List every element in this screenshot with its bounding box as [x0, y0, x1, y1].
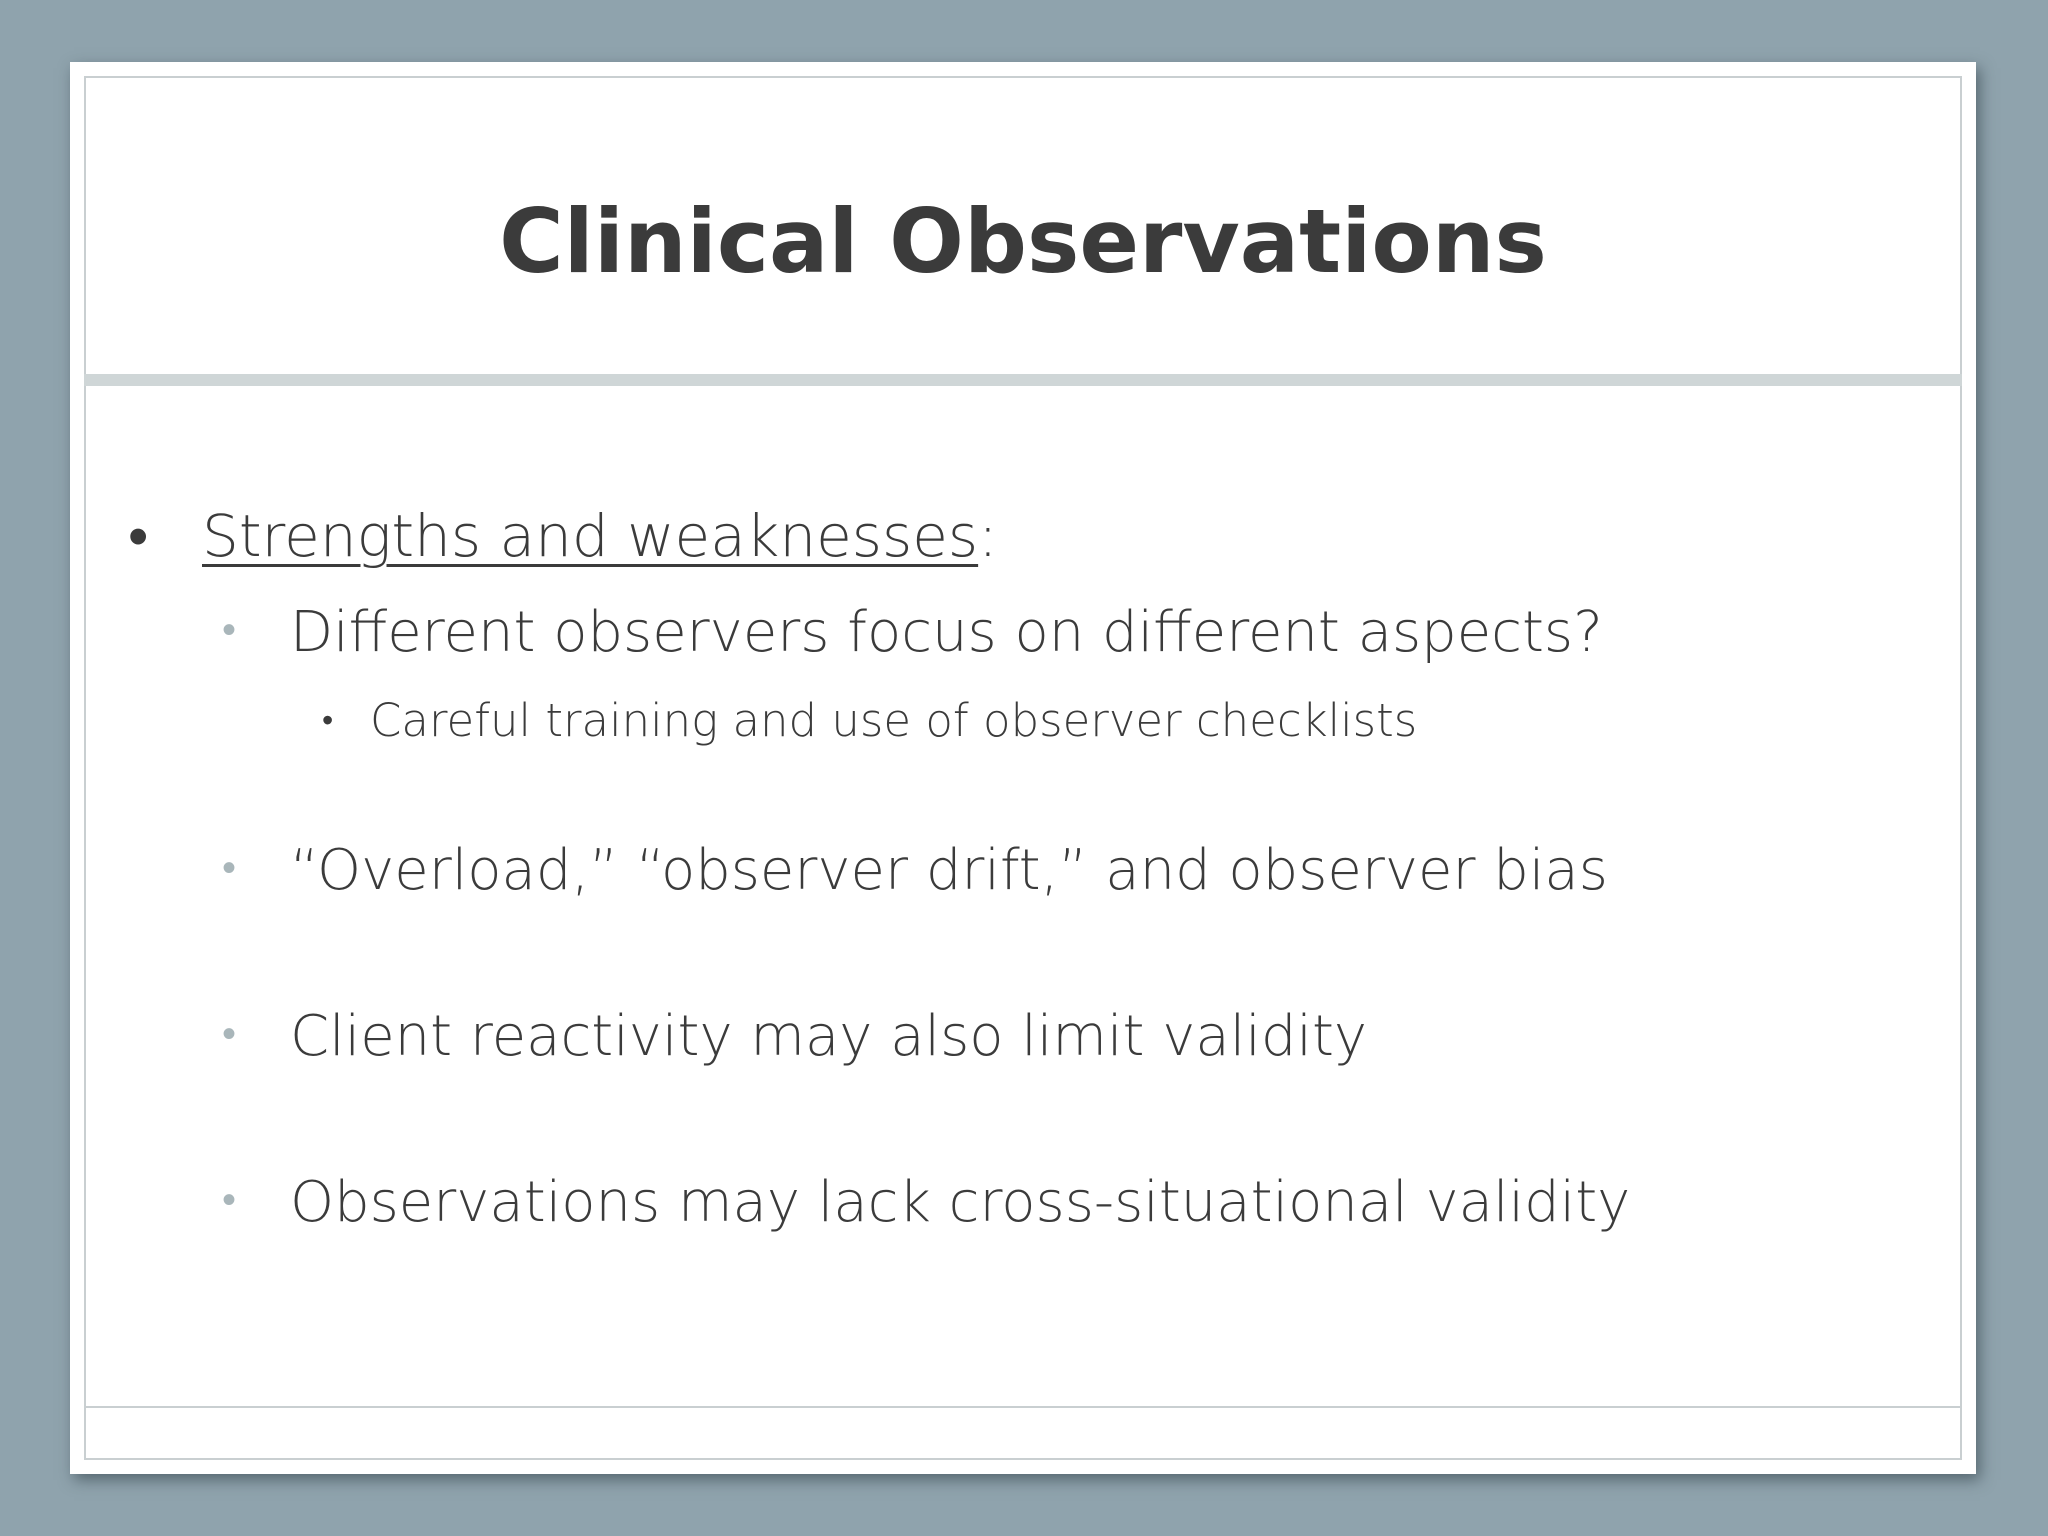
slide [70, 62, 1976, 1474]
bullet-marker: • [128, 502, 149, 570]
bullet-text: “Overload,” “observer drift,” and observer bias [290, 838, 1608, 903]
bullet-text: Observations may lack cross-situational validity [290, 1170, 1631, 1235]
slide-title: Clinical Observations [499, 190, 1547, 293]
bullet-level2-item [222, 838, 1608, 903]
bullet-level2-item [222, 600, 1603, 665]
bullet-list [70, 62, 1976, 1474]
bullet-text: Different observers focus on different aspects? [290, 600, 1603, 665]
bullet-marker: • [222, 844, 237, 891]
bullet-label: Strengths and weaknesses [202, 502, 979, 570]
bullet-text: Careful training and use of observer checklists [370, 694, 1418, 747]
bullet-level3-item [322, 694, 1417, 747]
bullet-marker: • [222, 606, 237, 653]
bullet-marker: • [222, 1010, 237, 1057]
bullet-marker: • [222, 1176, 237, 1223]
bullet-level1 [128, 502, 998, 570]
bullet-marker: • [322, 701, 334, 739]
bullet-text: Client reactivity may also limit validity [290, 1004, 1368, 1069]
bullet-suffix: : [978, 502, 998, 570]
bullet-level2-item [222, 1170, 1630, 1235]
bullet-level2-item [222, 1004, 1367, 1069]
